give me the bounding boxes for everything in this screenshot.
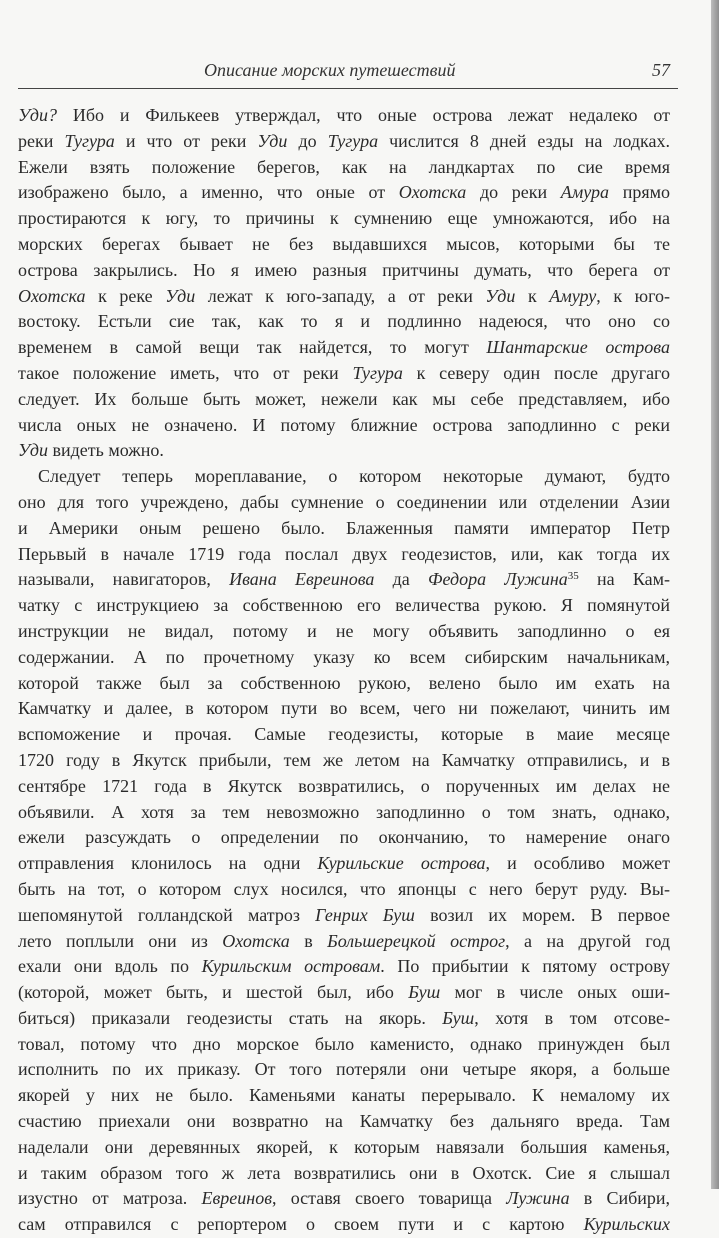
text-line: инструкции не видал, потому и не могу объявить заподлинно о ея (18, 620, 670, 641)
text-line: сам отправился с репортером о своем пути и с картою Курильских (18, 1214, 670, 1235)
text-line: (которой, может быть, и шестой был, ибо Буш мог в числе оных оши- (18, 982, 670, 1003)
text-line: изображено было, а именно, что оные от Охотска до реки Амура прямо (18, 182, 670, 203)
text-line: Перьвый в начале 1719 года послал двух геодезистов, или, как тогда их (18, 543, 670, 564)
text-line: называли, навигаторов, Ивана Евреинова да Федора Лужина$^{35}$ на Кам- (18, 569, 670, 590)
text-line: следует. Их больше быть может, нежели как мы себе представляем, ибо (18, 388, 670, 409)
body-text (18, 103, 670, 1238)
text-line: Следует теперь мореплавание, о котором некоторые думают, будто (38, 466, 670, 487)
text-line: ежели разсуждать о определении по окончанию, то намерение онаго (18, 827, 670, 848)
page-number: 57 (652, 60, 670, 80)
text-line: морских берегах бывает не без выдавшихся мысов, которыми бы те (18, 233, 670, 254)
text-line: оно для того учреждено, дабы сумнение о соединении или отделении Азии (18, 491, 670, 512)
text-line: объявили. А хотя за тем невозможно заподлинно о том знать, однако, (18, 801, 670, 822)
text-line: и таким образом того ж лета возвратились они в Охотск. Сие я слышал (18, 1162, 670, 1183)
text-line: быть на тот, о котором слух носился, что японцы с него берут руду. Вы- (18, 878, 670, 899)
text-line: Ежели взять положение берегов, как на ландкартах по сие время (18, 156, 670, 177)
text-line: шепомянутой голландской матроз Генрих Буш возил их морем. В первое (18, 904, 670, 925)
text-line: реки Тугура и что от реки Уди до Тугура числится 8 дней езды на лодках. (18, 130, 670, 151)
text-line: такое положение иметь, что от реки Тугура к северу один после другаго (18, 362, 670, 383)
page-header (18, 58, 678, 89)
text-line: временем в самой вещи так найдется, то могут Шантарские острова (18, 337, 670, 358)
text-line: ехали они вдоль по Курильским островам. По прибытии к пятому острову (18, 956, 670, 977)
text-line: исполнить по их приказу. От того потеряли они четыре якоря, а больше (18, 1059, 670, 1080)
text-line: простираются к югу, то причины к сумнению еще умножаются, ибо на (18, 208, 670, 229)
page-edge-shadow (711, 0, 719, 1189)
text-line: изустно от матроза. Евреинов, оставя своего товарища Лужина в Сибири, (18, 1188, 670, 1209)
text-line: острова закрылись. Но я имею разныя притчины думать, что берега от (18, 259, 670, 280)
text-line: числа оных не означено. И потому ближние острова заподлинно с реки (18, 414, 670, 435)
running-title: Описание морских путешествий (204, 60, 456, 80)
text-line: Охотска к реке Уди лежат к юго-западу, а от реки Уди к Амуру, к юго- (18, 285, 670, 306)
text-line: которой также был за собственною рукою, велено было им ехать на (18, 672, 670, 693)
text-line: биться) приказали геодезисты стать на якорь. Буш, хотя в том отсове- (18, 1007, 670, 1028)
text-line: и Америки оным решено было. Блаженныя памяти император Петр (18, 517, 670, 538)
text-line: востоку. Естьли сие так, как то я и подлинно надеюся, что оно со (18, 311, 670, 332)
text-line: сентябре 1721 года в Якутск возвратились, о порученных им делах не (18, 775, 670, 796)
text-line: Уди видеть можно. (18, 440, 164, 461)
text-line: наделали они деревянных якорей, к которым навязали большия каменья, (18, 1136, 670, 1157)
text-line: счастию приехали они возвратно на Камчатку без дальняго вреда. Там (18, 1111, 670, 1132)
text-line: 1720 году в Якутск прибыли, тем же летом на Камчатку отправились, и в (18, 749, 670, 770)
text-line: лето поплыли они из Охотска в Большерецкой острог, а на другой год (18, 930, 670, 951)
text-line: Уди? Ибо и Филькеев утверждал, что оные острова лежат недалеко от (18, 105, 670, 125)
text-line: вспоможение и прочая. Самые геодезисты, которые в маие месяце (18, 724, 670, 745)
text-line: чатку с инструкциею за собственною его величества рукою. Я помянутой (18, 595, 670, 616)
text-line: отправления клонилось на одни Курильские острова, и особливо может (18, 853, 670, 874)
text-line: товал, потому что дно морское было каменисто, однако принужден был (18, 1033, 670, 1054)
text-line: содержании. А по прочетному указу ко всем сибирским начальникам, (18, 646, 670, 667)
text-line: Камчатку и далее, в котором пути во всем, чего ни пожелают, чинить им (18, 698, 670, 719)
text-line: якорей у них не было. Каменьями канаты перерывало. К немалому их (18, 1085, 670, 1106)
